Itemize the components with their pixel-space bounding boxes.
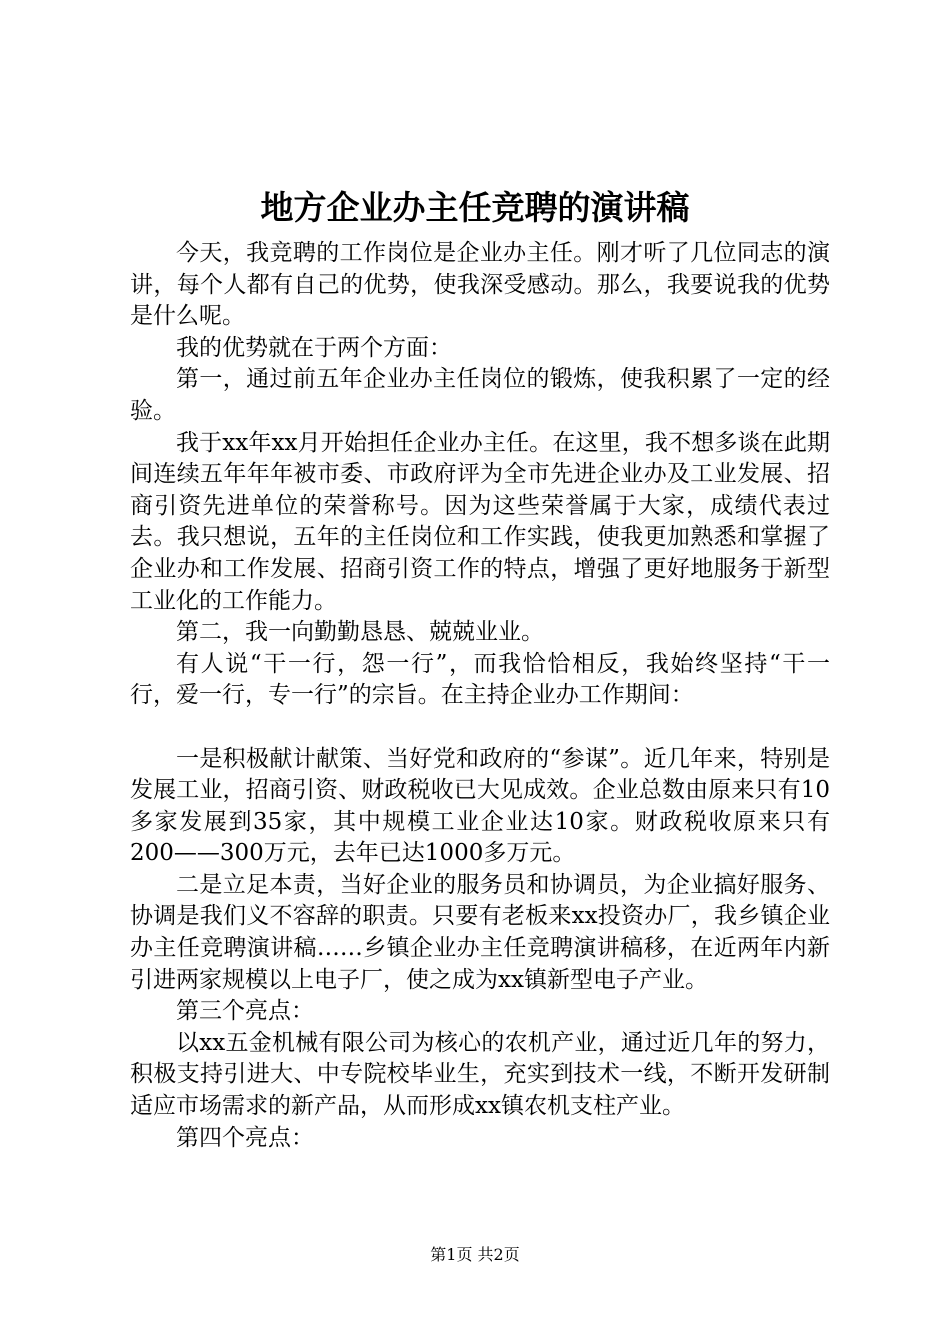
- paragraph-machinery: 以xx五金机械有限公司为核心的农机产业，通过近几年的努力，积极支持引进大、中专院校毕业生，充实到技术一线，不断开发研制适应市场需求的新产品，从而形成xx镇农机支柱产业。: [130, 1029, 830, 1120]
- paragraph-dedication: 有人说“干一行，怨一行”，而我恰恰相反，我始终坚持“干一行，爱一行，专一行”的宗旨。在主持企业办工作期间：: [130, 650, 830, 709]
- paragraph-fourth-highlight: 第四个亮点：: [176, 1124, 314, 1151]
- paragraph-first-point: 第一，通过前五年企业办主任岗位的锻炼，使我积累了一定的经验。: [130, 366, 830, 424]
- paragraph-second-point: 第二，我一向勤勤恳恳、兢兢业业。: [176, 619, 544, 646]
- paragraph-third-highlight: 第三个亮点：: [176, 998, 314, 1025]
- page-title: 地方企业办主任竞聘的演讲稿: [260, 188, 690, 227]
- page-number-footer: 第1页 共2页: [430, 1245, 520, 1264]
- paragraph-blank: [130, 712, 830, 744]
- paragraph-intro: 今天，我竞聘的工作岗位是企业办主任。刚才听了几位同志的演讲，每个人都有自己的优势，使我深受感动。那么，我要说我的优势是什么呢。: [130, 240, 830, 330]
- paragraph-service: 二是立足本责，当好企业的服务员和协调员，为企业搞好服务、协调是我们义不容辞的职责。只要有老板来xx投资办厂，我乡镇企业办主任竞聘演讲稿……乡镇企业办主任竞聘演讲稿移，在近两年内新引进两家规模以上电子厂，使之成为xx镇新型电子产业。: [130, 871, 830, 993]
- paragraph-advisor: 一是积极献计献策、当好党和政府的“参谋”。近几年来，特别是发展工业，招商引资、财政税收已大见成效。企业总数由原来只有10多家发展到35家，其中规模工业企业达10家。财政税收原来只有200——300万元，去年已达1000多万元。: [130, 745, 830, 867]
- document-body: [130, 238, 830, 1154]
- paragraph-experience: 我于xx年xx月开始担任企业办主任。在这里，我不想多谈在此期间连续五年年年被市委、市政府评为全市先进企业办及工业发展、招商引资先进单位的荣誉称号。因为这些荣誉属于大家，成绩代表过去。我只想说，五年的主任岗位和工作实践，使我更加熟悉和掌握了企业办和工作发展、招商引资工作的特点，增强了更好地服务于新型工业化的工作能力。: [130, 429, 830, 614]
- paragraph-advantages: 我的优势就在于两个方面：: [176, 334, 452, 361]
